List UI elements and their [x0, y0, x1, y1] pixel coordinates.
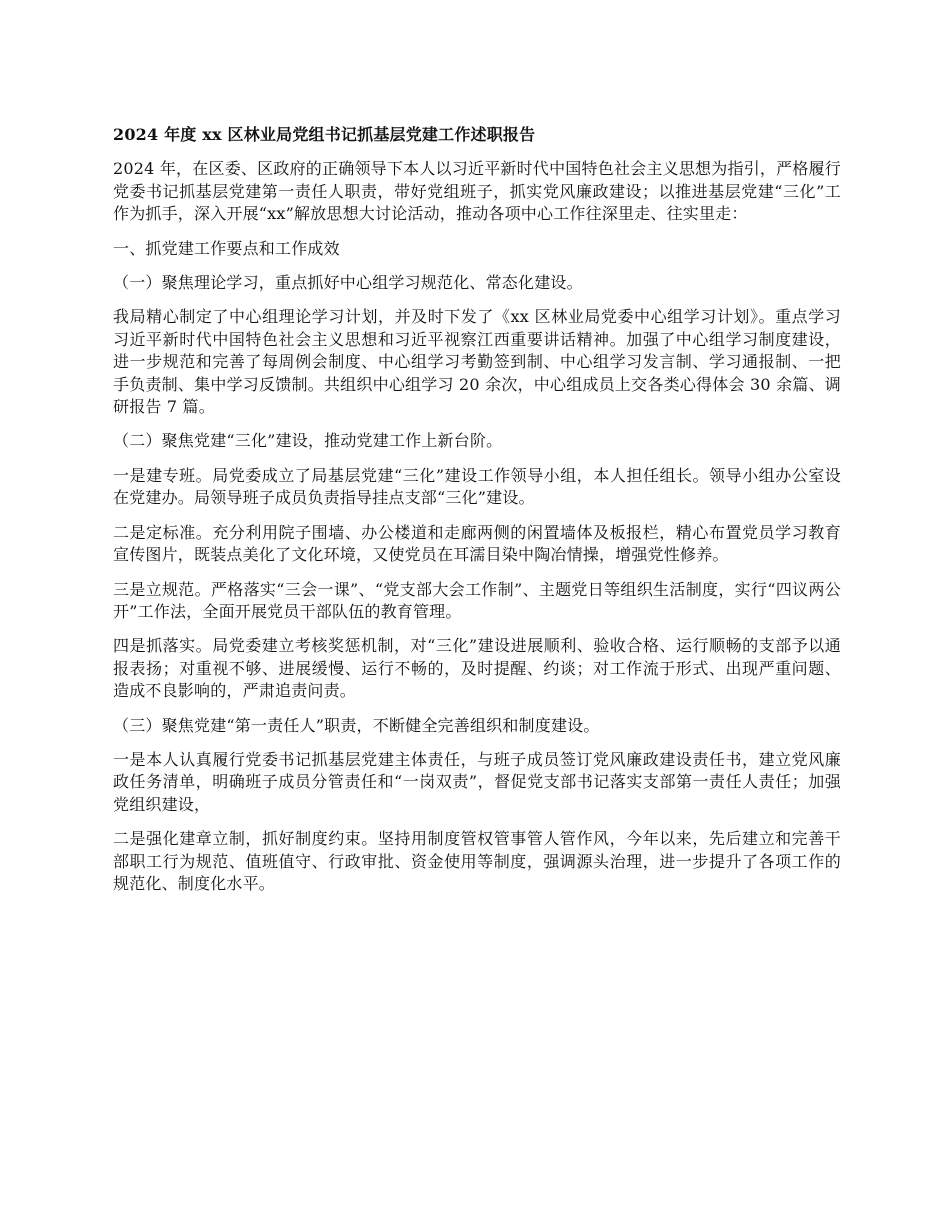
document-title: 2024 年度 xx 区林业局党组书记抓基层党建工作述职报告	[113, 125, 536, 144]
paragraph-point-1: 一是建专班。局党委成立了局基层党建“三化”建设工作领导小组，本人担任组长。领导小组办公室设在党建办。局领导班子成员负责指导挂点支部“三化”建设。	[113, 465, 841, 508]
subsection-heading-1: （一）聚焦理论学习，重点抓好中心组学习规范化、常态化建设。	[113, 273, 583, 293]
paragraph-point-4: 四是抓落实。局党委建立考核奖惩机制，对“三化”建设进展顺利、验收合格、运行顺畅的支部予以通报表扬；对重视不够、进展缓慢、运行不畅的，及时提醒、约谈；对工作流于形式、出现严重问题、造成不良影响的，严肃追责问责。	[113, 636, 841, 701]
paragraph-study: 我局精心制定了中心组理论学习计划，并及时下发了《xx 区林业局党委中心组学习计划》。重点学习习近平新时代中国特色社会主义思想和习近平视察江西重要讲话精神。加强了中心组学习制度建设，进一步规范和完善了每周例会制度、中心组学习考勤签到制、中心组学习发言制、学习通报制、一把手负责制、集中学习反馈制。共组织中心组学习 20 余次，中心组成员上交各类心得体会 30 余篇、调研报告 7 篇。	[113, 307, 841, 417]
paragraph-point-2: 二是定标准。充分利用院子围墙、办公楼道和走廊两侧的闲置墙体及板报栏，精心布置党员学习教育宣传图片，既装点美化了文化环境，又使党员在耳濡目染中陶冶情操，增强党性修养。	[113, 522, 841, 565]
paragraph-intro: 2024 年，在区委、区政府的正确领导下本人以习近平新时代中国特色社会主义思想为指引，严格履行党委书记抓基层党建第一责任人职责，带好党组班子，抓实党风廉政建设；以推进基层党建“三化”工作为抓手，深入开展“xx”解放思想大讨论活动，推动各项中心工作往深里走、往实里走：	[113, 159, 841, 224]
section-heading-1: 一、抓党建工作要点和工作成效	[113, 238, 340, 258]
subsection-heading-2: （二）聚焦党建“三化”建设，推动党建工作上新台阶。	[113, 431, 503, 451]
paragraph-responsibility-1: 一是本人认真履行党委书记抓基层党建主体责任，与班子成员签订党风廉政建设责任书，建立党风廉政任务清单，明确班子成员分管责任和“一岗双责”，督促党支部书记落实支部第一责任人责任；加强党组织建设，	[113, 749, 841, 814]
document-body	[113, 124, 841, 907]
paragraph-responsibility-2: 二是强化建章立制，抓好制度约束。坚持用制度管权管事管人管作风，今年以来，先后建立和完善干部职工行为规范、值班值守、行政审批、资金使用等制度，强调源头治理，进一步提升了各项工作的规范化、制度化水平。	[113, 829, 841, 893]
subsection-heading-3: （三）聚焦党建“第一责任人”职责，不断健全完善组织和制度建设。	[113, 715, 600, 735]
paragraph-point-3: 三是立规范。严格落实“三会一课”、“党支部大会工作制”、主题党日等组织生活制度，实行“四议两公开”工作法，全面开展党员干部队伍的教育管理。	[113, 579, 841, 621]
